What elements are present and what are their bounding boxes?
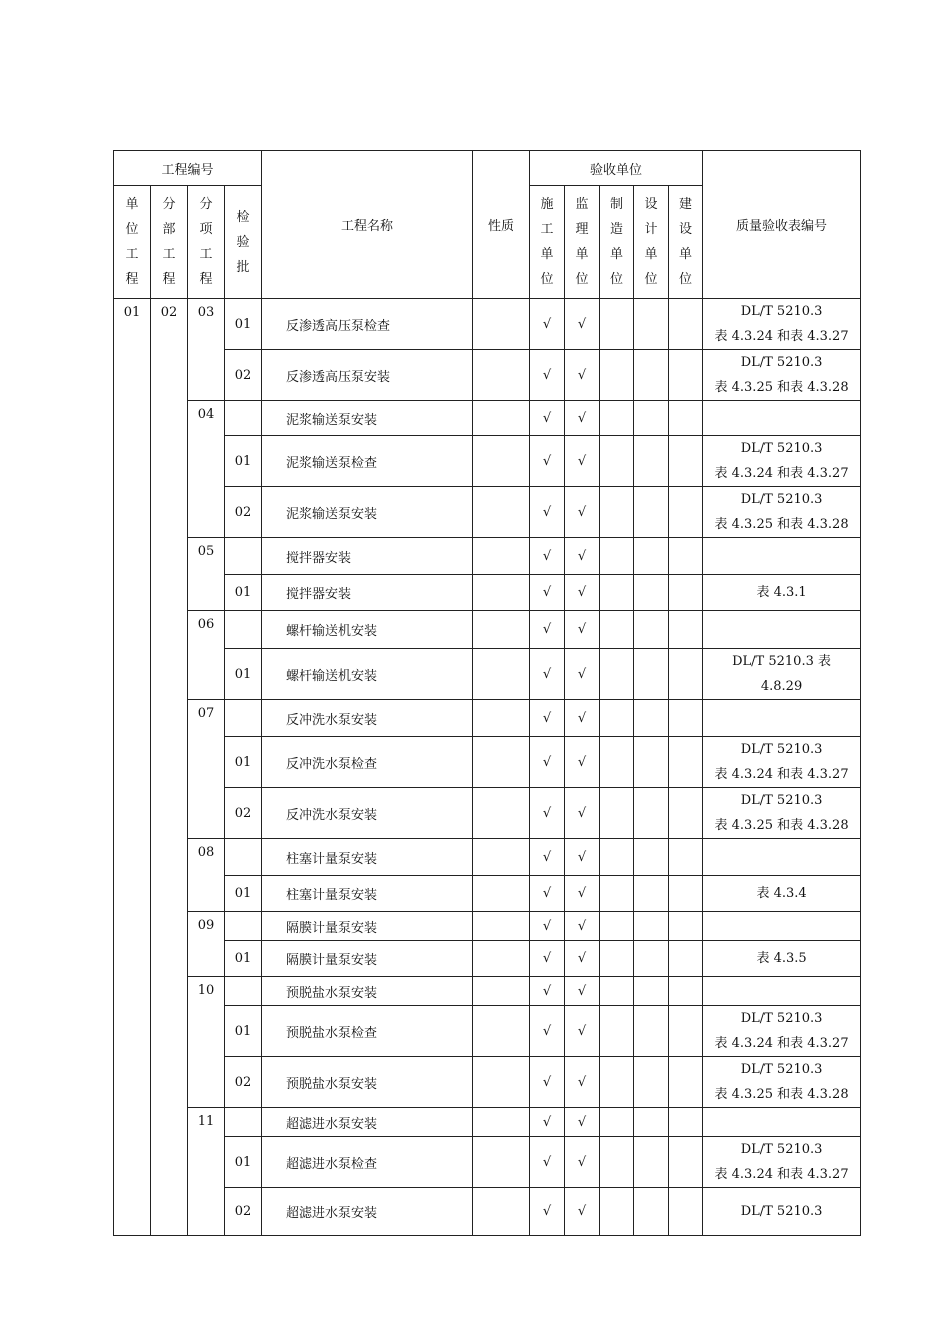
manufacturer-check-cell — [600, 611, 634, 649]
batch-code-cell: 01 — [225, 941, 262, 977]
form-number-cell — [703, 401, 861, 436]
inspection-batch-header: 检 验 批 — [225, 186, 262, 299]
form-number-cell — [703, 611, 861, 649]
owner-check-cell — [669, 350, 703, 401]
form-number-line: 表 4.3.25 和表 4.3.28 — [714, 818, 849, 833]
manufacturer-check-cell — [600, 700, 634, 737]
design-check-cell — [634, 350, 669, 401]
batch-code-cell: 02 — [225, 487, 262, 538]
owner-check-cell — [669, 436, 703, 487]
manufacturer-check-cell — [600, 401, 634, 436]
manufacturer-check-cell — [600, 788, 634, 839]
batch-code-cell — [225, 700, 262, 737]
project-name-cell: 反冲洗水泵安装 — [262, 700, 473, 737]
supervision-check-cell: √ — [565, 876, 600, 912]
supervision-check-cell: √ — [565, 912, 600, 941]
table-row — [114, 401, 861, 436]
manufacturer-check-cell — [600, 876, 634, 912]
table-row — [114, 941, 861, 977]
supervision-check-cell: √ — [565, 487, 600, 538]
batch-code-cell: 01 — [225, 649, 262, 700]
item-code-cell: 09 — [188, 912, 225, 977]
design-check-cell — [634, 1108, 669, 1137]
acceptance-units-header: 验收单位 — [530, 151, 703, 186]
design-unit-header: 设 计 单 位 — [634, 186, 669, 299]
owner-check-cell — [669, 1188, 703, 1236]
form-number-line: 表 4.3.24 和表 4.3.27 — [714, 1036, 849, 1051]
project-name-cell: 螺杆输送机安装 — [262, 611, 473, 649]
form-number-line: DL/T 5210.3 — [740, 304, 823, 319]
form-number-cell — [703, 575, 861, 611]
item-code-cell: 03 — [188, 299, 225, 401]
sub-code-cell: 02 — [151, 299, 188, 1236]
owner-check-cell — [669, 977, 703, 1006]
item-code-cell: 10 — [188, 977, 225, 1108]
form-number-line: 表 4.3.4 — [756, 886, 807, 901]
table-row — [114, 839, 861, 876]
manufacturer-check-cell — [600, 839, 634, 876]
supervision-check-cell: √ — [565, 350, 600, 401]
supervision-check-cell: √ — [565, 611, 600, 649]
manufacturer-check-cell — [600, 649, 634, 700]
form-number-cell — [703, 839, 861, 876]
design-check-cell — [634, 487, 669, 538]
design-check-cell — [634, 977, 669, 1006]
nature-cell — [473, 977, 530, 1006]
form-number-cell — [703, 977, 861, 1006]
supervision-check-cell: √ — [565, 436, 600, 487]
owner-unit-header: 建 设 单 位 — [669, 186, 703, 299]
form-number-cell — [703, 1006, 861, 1057]
table-row — [114, 350, 861, 401]
construction-check-cell: √ — [530, 839, 565, 876]
project-name-cell: 反冲洗水泵安装 — [262, 788, 473, 839]
project-name-cell: 预脱盐水泵检查 — [262, 1006, 473, 1057]
inspection-table — [113, 150, 861, 1236]
construction-check-cell: √ — [530, 977, 565, 1006]
batch-code-cell — [225, 839, 262, 876]
form-number-cell — [703, 299, 861, 350]
nature-cell — [473, 788, 530, 839]
construction-check-cell: √ — [530, 401, 565, 436]
supervision-check-cell: √ — [565, 941, 600, 977]
batch-code-cell: 01 — [225, 436, 262, 487]
form-number-line: 表 4.3.24 和表 4.3.27 — [714, 466, 849, 481]
form-number-cell — [703, 1057, 861, 1108]
design-check-cell — [634, 538, 669, 575]
construction-check-cell: √ — [530, 1188, 565, 1236]
form-number-cell — [703, 788, 861, 839]
supervision-check-cell: √ — [565, 649, 600, 700]
owner-check-cell — [669, 649, 703, 700]
project-name-header: 工程名称 — [262, 151, 473, 299]
form-number-line: DL/T 5210.3 表 — [732, 654, 831, 669]
table-row — [114, 436, 861, 487]
manufacturer-check-cell — [600, 737, 634, 788]
construction-unit-header: 施 工 单 位 — [530, 186, 565, 299]
form-number-cell — [703, 700, 861, 737]
manufacturer-unit-header: 制 造 单 位 — [600, 186, 634, 299]
batch-code-cell: 01 — [225, 299, 262, 350]
supervision-check-cell: √ — [565, 1057, 600, 1108]
design-check-cell — [634, 700, 669, 737]
manufacturer-check-cell — [600, 1057, 634, 1108]
construction-check-cell: √ — [530, 941, 565, 977]
project-name-cell: 超滤进水泵安装 — [262, 1108, 473, 1137]
form-number-line: DL/T 5210.3 — [740, 1011, 823, 1026]
construction-check-cell: √ — [530, 299, 565, 350]
construction-check-cell: √ — [530, 538, 565, 575]
owner-check-cell — [669, 700, 703, 737]
nature-cell — [473, 700, 530, 737]
form-number-line: 表 4.3.25 和表 4.3.28 — [714, 517, 849, 532]
project-name-cell: 柱塞计量泵安装 — [262, 876, 473, 912]
batch-code-cell: 02 — [225, 1188, 262, 1236]
project-name-cell: 泥浆输送泵安装 — [262, 487, 473, 538]
owner-check-cell — [669, 1137, 703, 1188]
project-name-cell: 泥浆输送泵检查 — [262, 436, 473, 487]
batch-code-cell — [225, 977, 262, 1006]
construction-check-cell: √ — [530, 1108, 565, 1137]
design-check-cell — [634, 941, 669, 977]
batch-code-cell: 02 — [225, 788, 262, 839]
table-body — [114, 299, 861, 1236]
owner-check-cell — [669, 1108, 703, 1137]
owner-check-cell — [669, 1006, 703, 1057]
batch-code-cell — [225, 912, 262, 941]
manufacturer-check-cell — [600, 941, 634, 977]
design-check-cell — [634, 1057, 669, 1108]
construction-check-cell: √ — [530, 575, 565, 611]
owner-check-cell — [669, 538, 703, 575]
owner-check-cell — [669, 737, 703, 788]
form-number-cell — [703, 912, 861, 941]
supervision-check-cell: √ — [565, 977, 600, 1006]
project-name-cell: 反冲洗水泵检查 — [262, 737, 473, 788]
nature-cell — [473, 299, 530, 350]
table-row — [114, 1108, 861, 1137]
table-row — [114, 1006, 861, 1057]
nature-cell — [473, 1137, 530, 1188]
form-number-line: 表 4.3.5 — [756, 951, 807, 966]
table-row — [114, 649, 861, 700]
supervision-check-cell: √ — [565, 788, 600, 839]
construction-check-cell: √ — [530, 436, 565, 487]
supervision-check-cell: √ — [565, 1188, 600, 1236]
design-check-cell — [634, 839, 669, 876]
manufacturer-check-cell — [600, 977, 634, 1006]
nature-cell — [473, 436, 530, 487]
project-name-cell: 螺杆输送机安装 — [262, 649, 473, 700]
project-name-cell: 反渗透高压泵安装 — [262, 350, 473, 401]
construction-check-cell: √ — [530, 649, 565, 700]
supervision-check-cell: √ — [565, 737, 600, 788]
table-row — [114, 538, 861, 575]
project-code-header: 工程编号 — [114, 151, 262, 186]
nature-cell — [473, 876, 530, 912]
project-name-cell: 搅拌器安装 — [262, 538, 473, 575]
table-row — [114, 611, 861, 649]
batch-code-cell: 02 — [225, 1057, 262, 1108]
supervision-check-cell: √ — [565, 839, 600, 876]
project-name-cell: 搅拌器安装 — [262, 575, 473, 611]
nature-header: 性质 — [473, 151, 530, 299]
form-number-line: DL/T 5210.3 — [740, 355, 823, 370]
nature-cell — [473, 575, 530, 611]
item-code-cell: 04 — [188, 401, 225, 538]
manufacturer-check-cell — [600, 350, 634, 401]
design-check-cell — [634, 788, 669, 839]
nature-cell — [473, 1108, 530, 1137]
table-row — [114, 487, 861, 538]
supervision-check-cell: √ — [565, 401, 600, 436]
owner-check-cell — [669, 1057, 703, 1108]
nature-cell — [473, 1006, 530, 1057]
table-row — [114, 1188, 861, 1236]
project-name-cell: 超滤进水泵安装 — [262, 1188, 473, 1236]
form-number-cell — [703, 876, 861, 912]
item-code-cell: 08 — [188, 839, 225, 912]
table-row — [114, 1057, 861, 1108]
manufacturer-check-cell — [600, 1108, 634, 1137]
owner-check-cell — [669, 487, 703, 538]
supervision-check-cell: √ — [565, 1137, 600, 1188]
batch-code-cell: 01 — [225, 575, 262, 611]
batch-code-cell: 01 — [225, 876, 262, 912]
manufacturer-check-cell — [600, 1006, 634, 1057]
supervision-check-cell: √ — [565, 1006, 600, 1057]
owner-check-cell — [669, 788, 703, 839]
design-check-cell — [634, 611, 669, 649]
project-name-cell: 泥浆输送泵安装 — [262, 401, 473, 436]
form-number-header: 质量验收表编号 — [703, 151, 861, 299]
item-code-cell: 05 — [188, 538, 225, 611]
form-number-cell — [703, 649, 861, 700]
batch-code-cell: 01 — [225, 1006, 262, 1057]
construction-check-cell: √ — [530, 1137, 565, 1188]
nature-cell — [473, 1188, 530, 1236]
project-name-cell: 柱塞计量泵安装 — [262, 839, 473, 876]
project-name-cell: 隔膜计量泵安装 — [262, 912, 473, 941]
form-number-line: 表 4.3.24 和表 4.3.27 — [714, 767, 849, 782]
nature-cell — [473, 1057, 530, 1108]
batch-code-cell: 02 — [225, 350, 262, 401]
owner-check-cell — [669, 299, 703, 350]
project-name-cell: 超滤进水泵检查 — [262, 1137, 473, 1188]
construction-check-cell: √ — [530, 611, 565, 649]
item-project-header: 分 项 工 程 — [188, 186, 225, 299]
item-code-cell: 11 — [188, 1108, 225, 1236]
form-number-cell — [703, 350, 861, 401]
form-number-cell — [703, 737, 861, 788]
nature-cell — [473, 839, 530, 876]
design-check-cell — [634, 1006, 669, 1057]
item-code-cell: 06 — [188, 611, 225, 700]
batch-code-cell — [225, 611, 262, 649]
unit-code-cell: 01 — [114, 299, 151, 1236]
owner-check-cell — [669, 401, 703, 436]
nature-cell — [473, 912, 530, 941]
project-name-cell: 预脱盐水泵安装 — [262, 977, 473, 1006]
design-check-cell — [634, 737, 669, 788]
nature-cell — [473, 487, 530, 538]
owner-check-cell — [669, 575, 703, 611]
table-row — [114, 1137, 861, 1188]
construction-check-cell: √ — [530, 876, 565, 912]
nature-cell — [473, 350, 530, 401]
batch-code-cell — [225, 1108, 262, 1137]
nature-cell — [473, 737, 530, 788]
construction-check-cell: √ — [530, 1057, 565, 1108]
owner-check-cell — [669, 839, 703, 876]
nature-cell — [473, 649, 530, 700]
table-row — [114, 700, 861, 737]
nature-cell — [473, 538, 530, 575]
form-number-cell — [703, 436, 861, 487]
design-check-cell — [634, 436, 669, 487]
manufacturer-check-cell — [600, 912, 634, 941]
project-name-cell: 反渗透高压泵检查 — [262, 299, 473, 350]
form-number-line: DL/T 5210.3 — [740, 1142, 823, 1157]
manufacturer-check-cell — [600, 575, 634, 611]
project-name-cell: 预脱盐水泵安装 — [262, 1057, 473, 1108]
form-number-line: 表 4.3.24 和表 4.3.27 — [714, 1167, 849, 1182]
owner-check-cell — [669, 941, 703, 977]
construction-check-cell: √ — [530, 737, 565, 788]
design-check-cell — [634, 401, 669, 436]
manufacturer-check-cell — [600, 1137, 634, 1188]
table-row — [114, 912, 861, 941]
design-check-cell — [634, 1137, 669, 1188]
manufacturer-check-cell — [600, 1188, 634, 1236]
design-check-cell — [634, 575, 669, 611]
table-row — [114, 575, 861, 611]
table-row — [114, 876, 861, 912]
table-row — [114, 788, 861, 839]
form-number-line: DL/T 5210.3 — [740, 1062, 823, 1077]
nature-cell — [473, 941, 530, 977]
project-name-cell: 隔膜计量泵安装 — [262, 941, 473, 977]
manufacturer-check-cell — [600, 299, 634, 350]
batch-code-cell: 01 — [225, 737, 262, 788]
design-check-cell — [634, 876, 669, 912]
form-number-cell — [703, 538, 861, 575]
form-number-cell — [703, 1137, 861, 1188]
construction-check-cell: √ — [530, 912, 565, 941]
supervision-check-cell: √ — [565, 575, 600, 611]
unit-project-header: 单 位 工 程 — [114, 186, 151, 299]
supervision-check-cell: √ — [565, 1108, 600, 1137]
batch-code-cell — [225, 538, 262, 575]
owner-check-cell — [669, 611, 703, 649]
construction-check-cell: √ — [530, 350, 565, 401]
design-check-cell — [634, 649, 669, 700]
construction-check-cell: √ — [530, 1006, 565, 1057]
manufacturer-check-cell — [600, 436, 634, 487]
construction-check-cell: √ — [530, 788, 565, 839]
form-number-cell — [703, 487, 861, 538]
form-number-line: 4.8.29 — [760, 679, 803, 694]
item-code-cell: 07 — [188, 700, 225, 839]
construction-check-cell: √ — [530, 487, 565, 538]
form-number-cell — [703, 1108, 861, 1137]
form-number-line: DL/T 5210.3 — [740, 1204, 823, 1219]
form-number-cell — [703, 941, 861, 977]
design-check-cell — [634, 299, 669, 350]
form-number-line: DL/T 5210.3 — [740, 492, 823, 507]
construction-check-cell: √ — [530, 700, 565, 737]
form-number-line: 表 4.3.1 — [756, 585, 807, 600]
form-number-line: 表 4.3.25 和表 4.3.28 — [714, 380, 849, 395]
supervision-check-cell: √ — [565, 538, 600, 575]
supervision-check-cell: √ — [565, 299, 600, 350]
manufacturer-check-cell — [600, 487, 634, 538]
sub-project-header: 分 部 工 程 — [151, 186, 188, 299]
table-row — [114, 977, 861, 1006]
form-number-cell — [703, 1188, 861, 1236]
table-row — [114, 737, 861, 788]
form-number-line: 表 4.3.25 和表 4.3.28 — [714, 1087, 849, 1102]
batch-code-cell: 01 — [225, 1137, 262, 1188]
supervision-unit-header: 监 理 单 位 — [565, 186, 600, 299]
form-number-line: DL/T 5210.3 — [740, 742, 823, 757]
design-check-cell — [634, 912, 669, 941]
form-number-line: DL/T 5210.3 — [740, 441, 823, 456]
manufacturer-check-cell — [600, 538, 634, 575]
batch-code-cell — [225, 401, 262, 436]
table-row — [114, 299, 861, 350]
nature-cell — [473, 401, 530, 436]
owner-check-cell — [669, 876, 703, 912]
supervision-check-cell: √ — [565, 700, 600, 737]
nature-cell — [473, 611, 530, 649]
design-check-cell — [634, 1188, 669, 1236]
form-number-line: 表 4.3.24 和表 4.3.27 — [714, 329, 849, 344]
form-number-line: DL/T 5210.3 — [740, 793, 823, 808]
owner-check-cell — [669, 912, 703, 941]
